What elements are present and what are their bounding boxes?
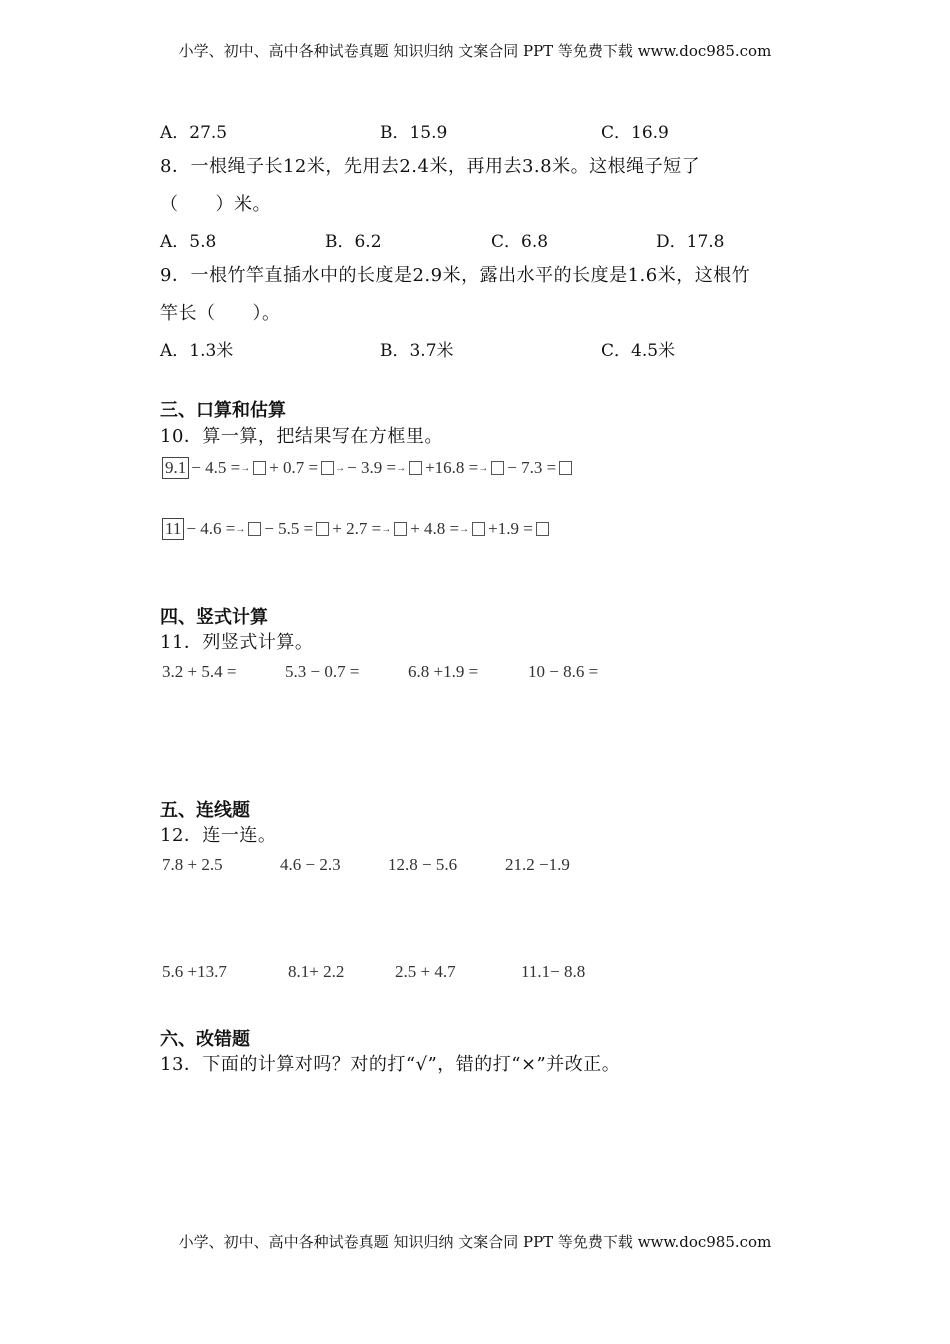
q8-option-d: D．17.8 [656, 232, 725, 252]
match-top-1[interactable]: 7.8 + 2.5 [162, 855, 223, 874]
chain1-op: +16.8 = [425, 458, 479, 477]
answer-box[interactable] [472, 522, 485, 536]
match-bottom-1[interactable]: 5.6 +13.7 [162, 962, 227, 981]
chain1-op: + 0.7 = [269, 458, 319, 477]
q7-option-b: B．15.9 [380, 123, 448, 143]
q7-option-c: C．16.9 [601, 123, 669, 143]
chain2-op: +1.9 = [488, 519, 533, 538]
q9-option-b: B．3.7米 [380, 341, 454, 361]
answer-box[interactable] [248, 522, 261, 536]
chain1-start-value: 9.1 [162, 457, 189, 479]
q8-option-b: B．6.2 [325, 232, 382, 252]
chain1-op: − 3.9 = [347, 458, 397, 477]
q8-options [160, 227, 800, 252]
answer-box[interactable] [409, 461, 422, 475]
answer-box[interactable] [491, 461, 504, 475]
chain1-op: − 4.5 = [191, 458, 241, 477]
match-bottom-2[interactable]: 8.1+ 2.2 [288, 962, 345, 981]
page-footer: 小学、初中、高中各种试卷真题 知识归纳 文案合同 PPT 等免费下载 www.doc985.com [178, 1233, 772, 1251]
q9-option-a: A．1.3米 [160, 341, 234, 361]
vertical-calc-1: 3.2 + 5.4 = [162, 662, 237, 681]
q11-text: 11．列竖式计算。 [160, 632, 314, 653]
q10-text: 10．算一算，把结果写在方框里。 [160, 426, 443, 447]
arrow-icon: → [335, 462, 346, 474]
match-top-3[interactable]: 12.8 − 5.6 [388, 855, 458, 874]
answer-box[interactable] [559, 461, 572, 475]
answer-box[interactable] [316, 522, 329, 536]
vertical-calc-2: 5.3 − 0.7 = [285, 662, 360, 681]
q13-text: 13．下面的计算对吗？对的打“√”，错的打“×”并改正。 [160, 1054, 621, 1075]
calc-chain-2 [162, 518, 550, 540]
arrow-icon: → [396, 462, 407, 474]
q9-line1: 9．一根竹竿直插水中的长度是2.9米，露出水平的长度是1.6米，这根竹 [160, 265, 751, 286]
calc-chain-1 [162, 457, 573, 479]
answer-box[interactable] [253, 461, 266, 475]
page-header: 小学、初中、高中各种试卷真题 知识归纳 文案合同 PPT 等免费下载 www.doc985.com [178, 42, 772, 60]
match-top-4[interactable]: 21.2 −1.9 [505, 855, 570, 874]
chain1-op: − 7.3 = [507, 458, 557, 477]
q8-line1: 8．一根绳子长12米，先用去2.4米，再用去3.8米。这根绳子短了 [160, 156, 701, 177]
q12-text: 12．连一连。 [160, 825, 277, 846]
chain2-op: + 2.7 = [332, 519, 382, 538]
chain2-op: − 4.6 = [186, 519, 236, 538]
q8-option-a: A．5.8 [160, 232, 217, 252]
q8-option-c: C．6.8 [491, 232, 549, 252]
section4-title: 四、竖式计算 [160, 607, 268, 628]
section5-title: 五、连线题 [160, 800, 250, 821]
answer-box[interactable] [536, 522, 549, 536]
arrow-icon: → [240, 462, 251, 474]
arrow-icon: → [381, 523, 392, 535]
match-top-2[interactable]: 4.6 − 2.3 [280, 855, 341, 874]
vertical-calc-4: 10 − 8.6 = [528, 662, 599, 681]
arrow-icon: → [235, 523, 246, 535]
match-bottom-3[interactable]: 2.5 + 4.7 [395, 962, 456, 981]
q9-line2: 竿长（ ）。 [160, 303, 281, 324]
q7-option-a: A．27.5 [160, 123, 228, 143]
q8-line2: （ ）米。 [160, 194, 271, 215]
q7-options [160, 118, 800, 143]
section3-title: 三、口算和估算 [160, 400, 286, 421]
q9-options [160, 336, 800, 361]
answer-box[interactable] [394, 522, 407, 536]
chain2-op: + 4.8 = [410, 519, 460, 538]
q9-option-c: C．4.5米 [601, 341, 676, 361]
match-bottom-4[interactable]: 11.1− 8.8 [521, 962, 586, 981]
arrow-icon: → [459, 523, 470, 535]
vertical-calc-3: 6.8 +1.9 = [408, 662, 479, 681]
section6-title: 六、改错题 [160, 1029, 250, 1050]
chain2-start-value: 11 [162, 518, 184, 540]
chain2-op: − 5.5 = [264, 519, 314, 538]
answer-box[interactable] [321, 461, 334, 475]
arrow-icon: → [478, 462, 489, 474]
